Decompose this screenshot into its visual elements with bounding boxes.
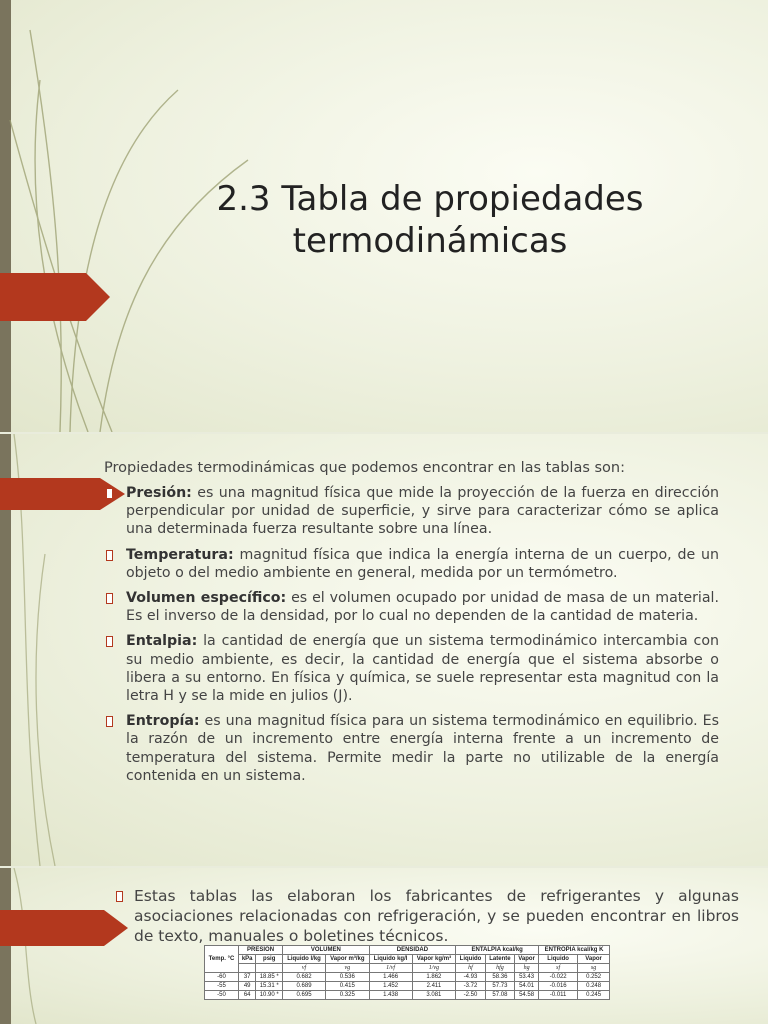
table-cell: 0.689 (283, 982, 326, 991)
table-cell: 57.08 (485, 991, 514, 1000)
header-entalpia: ENTALPIA kcal/kg (456, 946, 539, 955)
property-definition: la cantidad de energía que un sistema termodinámico intercambia con su medio ambiente, es decir, la cantidad de energía que el sistema absorbe o libera a su entorno. En física y química, se suele representar esta magnitud con la letra H y se la mide en julios (J). (126, 633, 719, 705)
subheader-cell: Liquido (456, 955, 486, 964)
bullet-icon (116, 891, 123, 902)
symbol-cell: sf (539, 964, 578, 973)
table-cell: -4.93 (456, 973, 486, 982)
subheader-cell: Liquido l/kg (283, 955, 326, 964)
table-subheader-row (205, 955, 610, 964)
property-definition: es una magnitud física que mide la proyección de la fuerza en dirección perpendicular por unidad de superficie, y sirve para caracterizar cómo se aplica una determinada fuerza resultante sobre una línea. (126, 485, 719, 538)
table-cell: 0.536 (325, 973, 369, 982)
table-cell: -50 (205, 991, 239, 1000)
title-slide (0, 0, 768, 432)
subheader-cell: Liquido (539, 955, 578, 964)
table-row (205, 973, 610, 982)
table-cell: -3.72 (456, 982, 486, 991)
symbol-cell: hfg (485, 964, 514, 973)
tables-description (114, 886, 739, 946)
property-term: Volumen específico: (126, 590, 287, 607)
symbol-cell (256, 964, 283, 973)
table-cell: -0.022 (539, 973, 578, 982)
table-cell: -55 (205, 982, 239, 991)
symbol-cell: sg (578, 964, 610, 973)
subheader-cell: Vapor kg/m³ (412, 955, 456, 964)
bullet-icon (106, 593, 113, 604)
intro-text: Propiedades termodinámicas que podemos encontrar en las tablas son: (104, 460, 626, 476)
table-cell: 58.36 (485, 973, 514, 982)
table-cell: 37 (238, 973, 255, 982)
symbol-cell: 1/vf (369, 964, 412, 973)
list-item (104, 484, 719, 539)
table-cell: 49 (238, 982, 255, 991)
list-item (104, 712, 719, 785)
list-item (104, 632, 719, 705)
table-cell: 10.90 * (256, 991, 283, 1000)
table-cell: 54.01 (515, 982, 539, 991)
symbol-cell: vg (325, 964, 369, 973)
subheader-cell: Latente (485, 955, 514, 964)
table-row (205, 991, 610, 1000)
bullet-icon (106, 488, 113, 499)
table-cell: 1.466 (369, 973, 412, 982)
subheader-cell: Vapor (578, 955, 610, 964)
subheader-cell: Liquido kg/l (369, 955, 412, 964)
table-cell: 0.415 (325, 982, 369, 991)
table-row (205, 982, 610, 991)
bullet-icon (106, 716, 113, 727)
subheader-cell: psig (256, 955, 283, 964)
properties-slide (0, 434, 768, 866)
table-cell: 57.73 (485, 982, 514, 991)
property-definition: es el volumen ocupado por unidad de masa de un material. Es el inverso de la densidad, por lo cual no dependen de la cantidad de materia. (126, 590, 719, 625)
table-cell: 53.43 (515, 973, 539, 982)
table-cell: 0.682 (283, 973, 326, 982)
table-cell: 1.452 (369, 982, 412, 991)
table-symbol-row (205, 964, 610, 973)
table-header-row (205, 946, 610, 955)
property-term: Entalpia: (126, 633, 198, 650)
table-cell: 0.252 (578, 973, 610, 982)
description-text: Estas tablas las elaboran los fabricantes de refrigerantes y algunas asociaciones relacionadas con refrigeración, y se pueden encontrar en libros de texto, manuales o boletines técnicos. (134, 887, 739, 945)
table-cell: 3.081 (412, 991, 456, 1000)
subheader-cell: kPa (238, 955, 255, 964)
table-cell: 0.248 (578, 982, 610, 991)
header-densidad: DENSIDAD (369, 946, 456, 955)
table-cell: 0.695 (283, 991, 326, 1000)
property-term: Temperatura: (126, 546, 234, 563)
table-cell: -0.016 (539, 982, 578, 991)
slide-title: 2.3 Tabla de propiedades termodinámicas (216, 179, 644, 261)
list-item (104, 546, 719, 582)
header-presion: PRESION (238, 946, 282, 955)
property-term: Entropía: (126, 713, 200, 730)
table-cell: 0.245 (578, 991, 610, 1000)
symbol-cell (238, 964, 255, 973)
header-temp: Temp. °C (205, 946, 239, 973)
symbol-cell: 1/vg (412, 964, 456, 973)
symbol-cell: hg (515, 964, 539, 973)
subheader-cell: Vapor (515, 955, 539, 964)
symbol-cell: hf (456, 964, 486, 973)
property-term: Presión: (126, 485, 192, 501)
bullet-icon (106, 636, 113, 647)
table-cell: 64 (238, 991, 255, 1000)
header-entropia: ENTROPIA kcal/kg K (539, 946, 610, 955)
table-cell: 54.58 (515, 991, 539, 1000)
table-cell: 0.325 (325, 991, 369, 1000)
tables-slide (0, 868, 768, 1024)
refrigerant-properties-table (204, 945, 610, 1000)
properties-list (104, 484, 719, 792)
list-item (104, 589, 719, 625)
table-cell: 1.438 (369, 991, 412, 1000)
table-cell: -2.50 (456, 991, 486, 1000)
subheader-cell: Vapor m³/kg (325, 955, 369, 964)
header-volumen: VOLUMEN (283, 946, 370, 955)
property-definition: magnitud física que indica la energía interna de un cuerpo, de un objeto o del medio ambiente en general, medida por un termómetro. (126, 546, 719, 581)
table-cell: 2.411 (412, 982, 456, 991)
table-cell: -60 (205, 973, 239, 982)
bullet-icon (106, 550, 113, 561)
table-cell: 15.31 * (256, 982, 283, 991)
table-cell: 1.862 (412, 973, 456, 982)
table-cell: 18.85 * (256, 973, 283, 982)
decorative-swirls (0, 868, 120, 1024)
symbol-cell: vf (283, 964, 326, 973)
slide-marker-tab (0, 910, 128, 946)
table-cell: -0.011 (539, 991, 578, 1000)
property-definition: es una magnitud física para un sistema termodinámico en equilibrio. Es la razón de un incremento entre energía interna frente a un incremento de temperatura del sistema. Permite medir la parte no utilizable de la energía contenida en un sistema. (126, 713, 719, 784)
